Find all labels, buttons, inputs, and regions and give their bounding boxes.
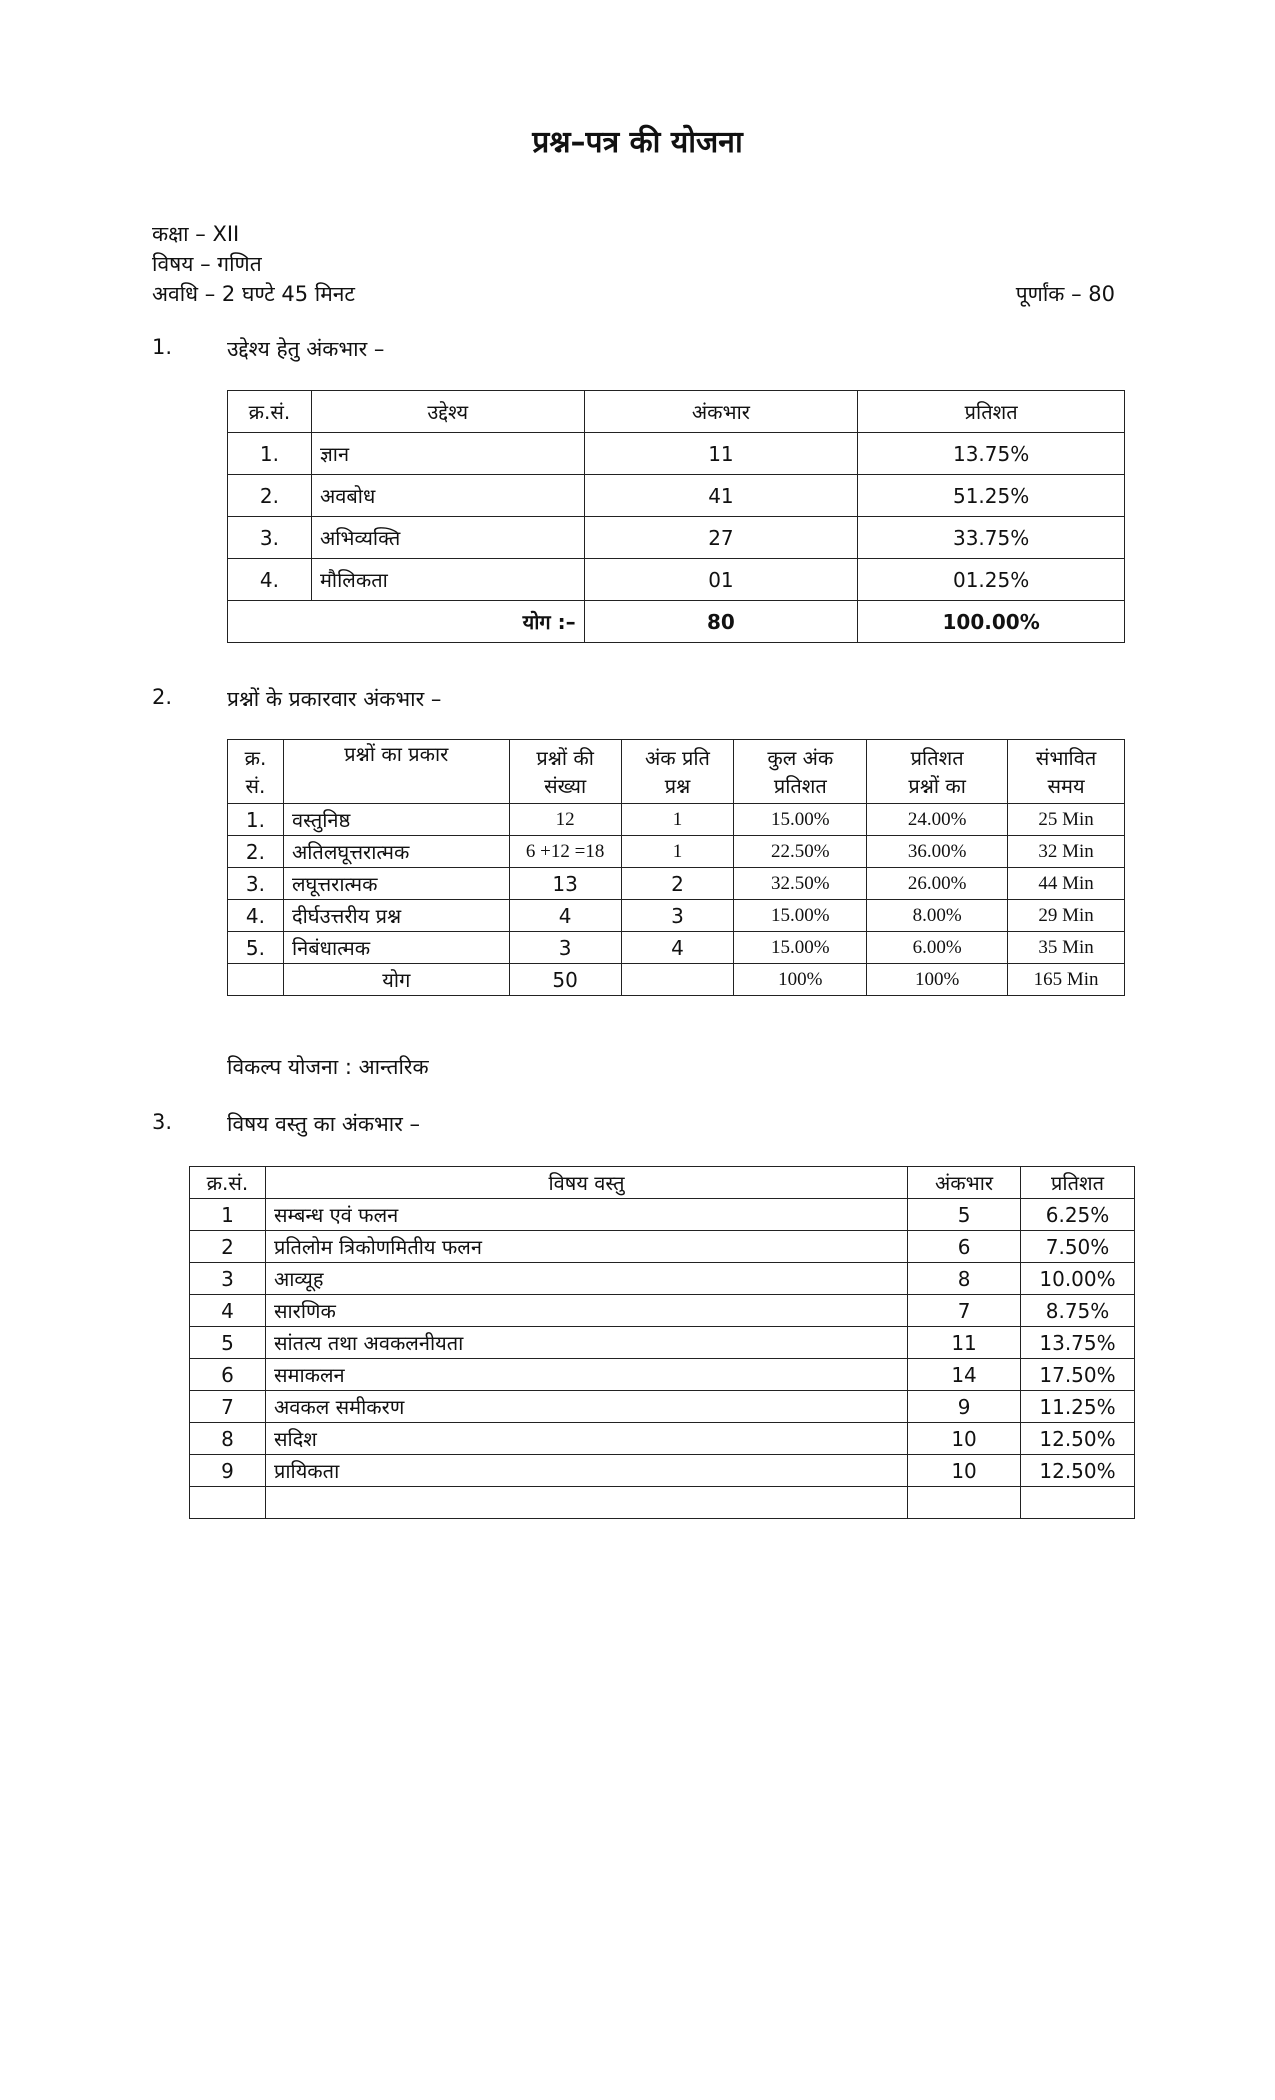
table-row (228, 868, 1125, 900)
table-cell: सांतत्य तथा अवकलनीयता (265, 1327, 907, 1359)
table-cell: 12 (509, 804, 621, 836)
table-cell (265, 1487, 907, 1519)
table-cell: 01 (584, 559, 858, 601)
table-cell: 3 (621, 900, 734, 932)
table-cell: 01.25% (858, 559, 1125, 601)
content-weightage-table (189, 1166, 1135, 1519)
total-time: 165 Min (1008, 964, 1125, 996)
table-cell: 25 Min (1008, 804, 1125, 836)
table-cell: 3. (228, 517, 312, 559)
table-cell: 9 (190, 1455, 266, 1487)
table-row (228, 804, 1125, 836)
table-cell: सदिश (265, 1423, 907, 1455)
table-cell: 4. (228, 559, 312, 601)
table-cell: निबंधात्मक (283, 932, 509, 964)
page-title: प्रश्न–पत्र की योजना (532, 125, 743, 160)
table-row (228, 836, 1125, 868)
table-cell: 2 (190, 1231, 266, 1263)
table-cell: सारणिक (265, 1295, 907, 1327)
option-scheme-note: विकल्प योजना : आन्तरिक (227, 1055, 429, 1079)
table-cell: 33.75% (858, 517, 1125, 559)
table-cell: 6 (190, 1359, 266, 1391)
table-cell: 13 (509, 868, 621, 900)
table-cell: 1. (228, 804, 284, 836)
table-cell: 15.00% (734, 804, 867, 836)
table-cell: 6.00% (867, 932, 1008, 964)
table-cell: 8.00% (867, 900, 1008, 932)
table-cell: 7 (908, 1295, 1021, 1327)
table-cell: अतिलघूत्तरात्मक (283, 836, 509, 868)
table-cell: 15.00% (734, 900, 867, 932)
table-cell: 1. (228, 433, 312, 475)
header-cell: उद्देश्य (311, 391, 584, 433)
table-cell: 15.00% (734, 932, 867, 964)
table-cell: 7.50% (1021, 1231, 1135, 1263)
total-label: योग (283, 964, 509, 996)
table-cell: 3 (190, 1263, 266, 1295)
header-cell: विषय वस्तु (265, 1167, 907, 1199)
table-cell: 1 (621, 836, 734, 868)
table-cell: 10 (908, 1423, 1021, 1455)
table-cell: 3 (509, 932, 621, 964)
table-cell: 4 (509, 900, 621, 932)
table-cell: 6 (908, 1231, 1021, 1263)
table-cell: 24.00% (867, 804, 1008, 836)
table-row (228, 475, 1125, 517)
table-cell: 7 (190, 1391, 266, 1423)
header-cell: क्र.सं. (228, 391, 312, 433)
table-row (228, 517, 1125, 559)
header-cell: प्रतिशत (1021, 1167, 1135, 1199)
table-cell: 2. (228, 836, 284, 868)
header-cell: प्रतिशत (858, 391, 1125, 433)
table-cell: 32 Min (1008, 836, 1125, 868)
table-cell: 32.50% (734, 868, 867, 900)
table-cell: 27 (584, 517, 858, 559)
total-count: 50 (509, 964, 621, 996)
table-cell: 26.00% (867, 868, 1008, 900)
total-marks: 80 (584, 601, 858, 643)
table-cell (1021, 1487, 1135, 1519)
table-cell: समाकलन (265, 1359, 907, 1391)
header-cell: क्र.सं. (190, 1167, 266, 1199)
table-cell: 11 (908, 1327, 1021, 1359)
table-cell: प्रतिलोम त्रिकोणमितीय फलन (265, 1231, 907, 1263)
table-row (190, 1487, 1135, 1519)
objective-weightage-table (227, 390, 1125, 643)
table-cell: 2 (621, 868, 734, 900)
table-cell: वस्तुनिष्ठ (283, 804, 509, 836)
table-cell: आव्यूह (265, 1263, 907, 1295)
section-number: 2. (152, 685, 173, 709)
table-cell: 10 (908, 1455, 1021, 1487)
table-cell: 22.50% (734, 836, 867, 868)
header-cell: अंकभार (908, 1167, 1021, 1199)
total-percent: 100.00% (858, 601, 1125, 643)
table-cell: 29 Min (1008, 900, 1125, 932)
table-row (190, 1199, 1135, 1231)
table-cell: 9 (908, 1391, 1021, 1423)
section-title: प्रश्नों के प्रकारवार अंकभार – (227, 687, 442, 711)
table-cell: 8.75% (1021, 1295, 1135, 1327)
header-cell: अंकभार (584, 391, 858, 433)
section-title: उद्देश्य हेतु अंकभार – (227, 337, 385, 361)
table-cell: 3. (228, 868, 284, 900)
table-row (190, 1263, 1135, 1295)
table-cell: 13.75% (858, 433, 1125, 475)
table-row (190, 1455, 1135, 1487)
table-cell: 5. (228, 932, 284, 964)
header-cell: क्र. सं. (228, 740, 284, 804)
table-cell: 35 Min (1008, 932, 1125, 964)
table-cell: अवकल समीकरण (265, 1391, 907, 1423)
table-cell: 44 Min (1008, 868, 1125, 900)
table-cell: 12.50% (1021, 1423, 1135, 1455)
class-line: कक्षा – XII (152, 222, 240, 246)
table-cell: 5 (908, 1199, 1021, 1231)
header-cell: प्रश्नों की संख्या (509, 740, 621, 804)
table-row (228, 433, 1125, 475)
table-cell (621, 964, 734, 996)
table-cell: 51.25% (858, 475, 1125, 517)
table-cell: 12.50% (1021, 1455, 1135, 1487)
table-cell (228, 964, 284, 996)
table-cell (908, 1487, 1021, 1519)
table-cell: 8 (190, 1423, 266, 1455)
section-title: विषय वस्तु का अंकभार – (227, 1112, 420, 1136)
table-cell: 6 +12 =18 (509, 836, 621, 868)
table-header-row (228, 740, 1125, 804)
table-cell: 2. (228, 475, 312, 517)
header-cell: संभावित समय (1008, 740, 1125, 804)
table-cell: 14 (908, 1359, 1021, 1391)
table-row (228, 559, 1125, 601)
table-header-row (190, 1167, 1135, 1199)
table-cell: 1 (621, 804, 734, 836)
table-row (190, 1391, 1135, 1423)
header-cell: प्रतिशत प्रश्नों का (867, 740, 1008, 804)
full-marks-line: पूर्णांक – 80 (1015, 282, 1115, 306)
table-cell: ज्ञान (311, 433, 584, 475)
table-cell: 13.75% (1021, 1327, 1135, 1359)
table-cell: 4 (190, 1295, 266, 1327)
section-number: 3. (152, 1110, 173, 1134)
total-question-percent: 100% (867, 964, 1008, 996)
table-cell: 17.50% (1021, 1359, 1135, 1391)
table-total-row (228, 964, 1125, 996)
table-cell: 11.25% (1021, 1391, 1135, 1423)
table-cell: लघूत्तरात्मक (283, 868, 509, 900)
table-row (190, 1295, 1135, 1327)
table-cell: 41 (584, 475, 858, 517)
table-cell: प्रायिकता (265, 1455, 907, 1487)
subject-line: विषय – गणित (152, 252, 262, 276)
header-cell: कुल अंक प्रतिशत (734, 740, 867, 804)
table-cell: 6.25% (1021, 1199, 1135, 1231)
total-label: योग :– (228, 601, 585, 643)
table-header-row (228, 391, 1125, 433)
table-cell: 11 (584, 433, 858, 475)
table-row (190, 1359, 1135, 1391)
table-cell: 4. (228, 900, 284, 932)
table-cell: दीर्घउत्तरीय प्रश्न (283, 900, 509, 932)
table-cell: अवबोध (311, 475, 584, 517)
table-row (190, 1423, 1135, 1455)
table-cell: 10.00% (1021, 1263, 1135, 1295)
table-cell: अभिव्यक्ति (311, 517, 584, 559)
table-cell: 1 (190, 1199, 266, 1231)
table-cell: 36.00% (867, 836, 1008, 868)
table-row (190, 1231, 1135, 1263)
header-cell: प्रश्नों का प्रकार (283, 740, 509, 804)
table-cell: 8 (908, 1263, 1021, 1295)
table-cell: सम्बन्ध एवं फलन (265, 1199, 907, 1231)
question-type-table (227, 739, 1125, 996)
table-cell: 5 (190, 1327, 266, 1359)
table-cell (190, 1487, 266, 1519)
table-row (228, 900, 1125, 932)
total-marks-percent: 100% (734, 964, 867, 996)
table-cell: मौलिकता (311, 559, 584, 601)
table-total-row (228, 601, 1125, 643)
table-row (228, 932, 1125, 964)
section-number: 1. (152, 335, 173, 359)
header-cell: अंक प्रति प्रश्न (621, 740, 734, 804)
duration-line: अवधि – 2 घण्टे 45 मिनट (152, 282, 356, 306)
table-row (190, 1327, 1135, 1359)
table-cell: 4 (621, 932, 734, 964)
